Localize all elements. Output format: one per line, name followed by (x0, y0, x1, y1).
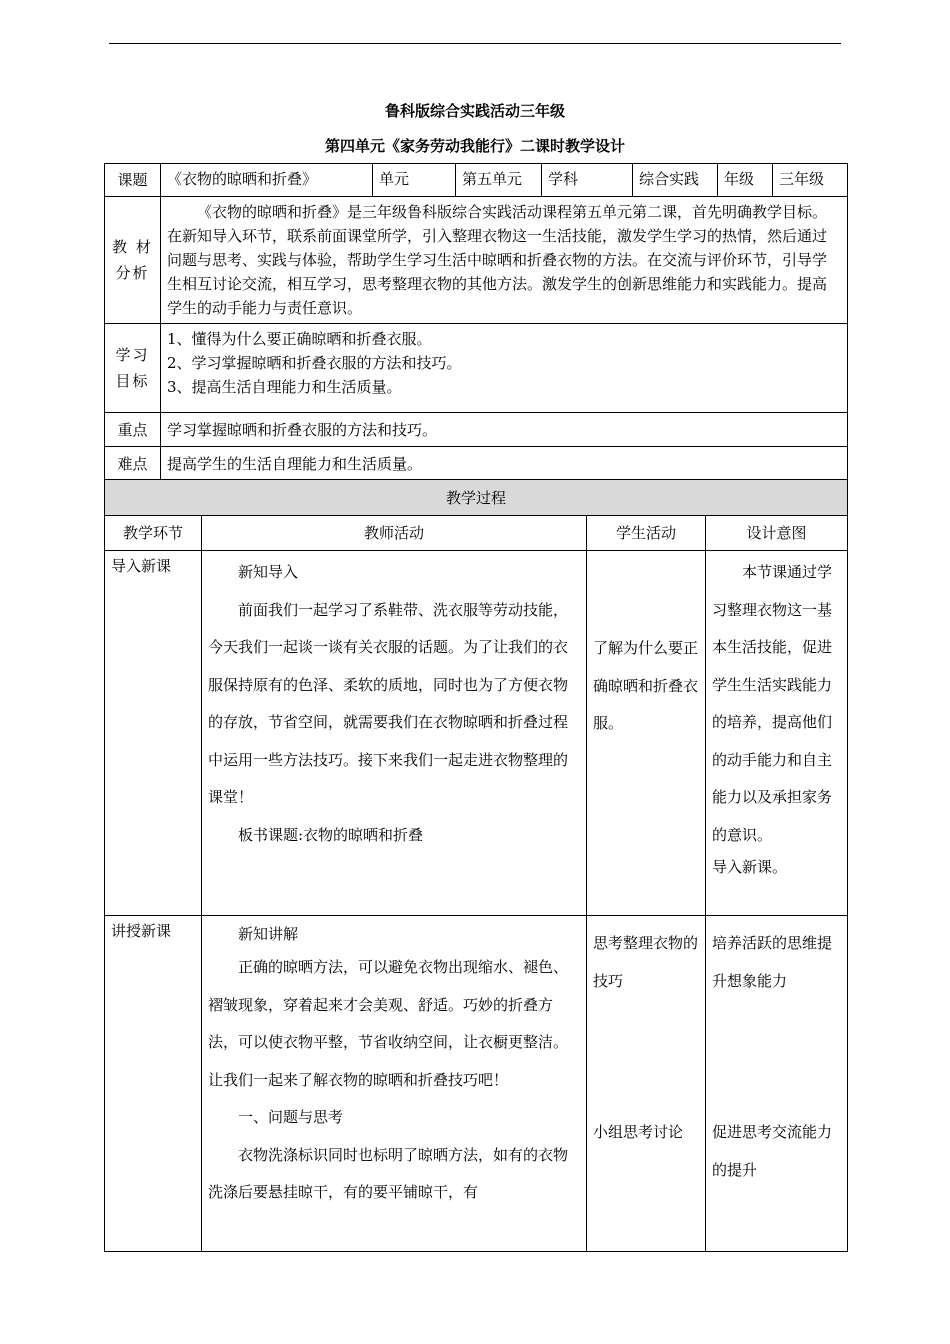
grade-value: 三年级 (773, 164, 848, 197)
goals-label-line2: 目标 (115, 372, 150, 390)
process-title: 教学过程 (105, 480, 848, 516)
header-intent: 设计意图 (706, 516, 848, 551)
intent-text: 培养活跃的思维提升想象能力 (712, 934, 833, 990)
goal-item: 2、学习掌握晾晒和折叠衣服的方法和技巧。 (167, 354, 462, 372)
course-value: 《衣物的晾晒和折叠》 (161, 164, 373, 197)
goal-item: 3、提高生活自理能力和生活质量。 (167, 378, 402, 396)
intent-cell (706, 916, 848, 1252)
unit-label: 单元 (373, 164, 456, 197)
analysis-cell (161, 197, 848, 324)
intent-cell (706, 551, 848, 916)
header-stage: 教学环节 (105, 516, 202, 551)
header-student: 学生活动 (587, 516, 706, 551)
student-activity: 思考整理衣物的技巧 (593, 934, 699, 990)
analysis-label-line1: 教 材 (112, 238, 153, 256)
doc-title: 鲁科版综合实践活动三年级 (384, 102, 565, 120)
analysis-label-line2: 分析 (115, 264, 150, 282)
student-activity: 小组思考讨论 (593, 1123, 684, 1141)
student-cell (587, 916, 706, 1252)
grade-label: 年级 (718, 164, 773, 197)
teacher-paragraph: 板书课题:衣物的晾晒和折叠 (238, 825, 424, 844)
teacher-heading: 一、问题与思考 (238, 1108, 344, 1126)
teacher-heading: 新知导入 (238, 563, 299, 581)
teacher-cell (202, 551, 587, 916)
process-table (104, 479, 848, 1252)
key-point-text: 学习掌握晾晒和折叠衣服的方法和技巧。 (161, 413, 848, 447)
difficulty-text: 提高学生的生活自理能力和生活质量。 (161, 447, 848, 481)
goal-item: 1、懂得为什么要正确晾晒和折叠衣服。 (167, 330, 432, 348)
subject-label: 学科 (542, 164, 633, 197)
teacher-paragraph: 前面我们一起学习了系鞋带、洗衣服等劳动技能，今天我们一起谈一谈有关衣服的话题。为了让我们的衣服保持原有的色泽、柔软的质地，同时也为了方便衣物的存放，节省空间，就需要我们在衣物晾晒和折叠过程中运用一些方法技巧。接下来我们一起走进衣物整理的课堂！ (208, 600, 569, 806)
info-table (104, 163, 848, 481)
student-activity: 了解为什么要正确晾晒和折叠衣服。 (593, 639, 699, 732)
teacher-paragraph: 衣物洗涤标识同时也标明了晾晒方法，如有的衣物洗涤后要悬挂晾干，有的要平铺晾干，有 (208, 1145, 569, 1201)
doc-subtitle: 第四单元《家务劳动我能行》二课时教学设计 (324, 137, 625, 155)
course-label: 课题 (105, 164, 161, 197)
stage-cell: 讲授新课 (105, 916, 202, 1252)
goals-label-line1: 学习 (115, 346, 150, 364)
goals-label (105, 324, 161, 413)
header-rule (109, 43, 841, 44)
difficulty-label: 难点 (105, 447, 161, 481)
intent-text: 导入新课。 (712, 858, 788, 876)
teacher-heading: 新知讲解 (238, 925, 299, 943)
goals-cell (161, 324, 848, 413)
intent-text: 本节课通过学习整理衣物这一基本生活技能，促进学生生活实践能力的培养，提高他们的动手能力和自主能力以及承担家务的意识。 (712, 563, 833, 844)
intent-text: 促进思考交流能力的提升 (712, 1123, 833, 1179)
unit-value: 第五单元 (456, 164, 542, 197)
teacher-paragraph: 正确的晾晒方法，可以避免衣物出现缩水、褪色、褶皱现象，穿着起来才会美观、舒适。巧妙的折叠方法，可以使衣物平整，节省收纳空间，让衣橱更整洁。让我们一起来了解衣物的晾晒和折叠技巧吧！ (208, 958, 569, 1089)
key-point-label: 重点 (105, 413, 161, 447)
student-cell (587, 551, 706, 916)
header-teacher: 教师活动 (202, 516, 587, 551)
teacher-cell (202, 916, 587, 1252)
analysis-label (105, 197, 161, 324)
stage-cell: 导入新课 (105, 551, 202, 916)
analysis-text: 《衣物的晾晒和折叠》是三年级鲁科版综合实践活动课程第五单元第二课，首先明确教学目标。在新知导入环节，联系前面课堂所学，引入整理衣物这一生活技能，激发学生学习的热情，然后通过问题与思考、实践与体验，帮助学生学习生活中晾晒和折叠衣物的方法。在交流与评价环节，引导学生相互讨论交流，相互学习，思考整理衣物的其他方法。激发学生的创新思维能力和实践能力。提高学生的动手能力与责任意识。 (167, 203, 828, 317)
subject-value: 综合实践 (633, 164, 718, 197)
